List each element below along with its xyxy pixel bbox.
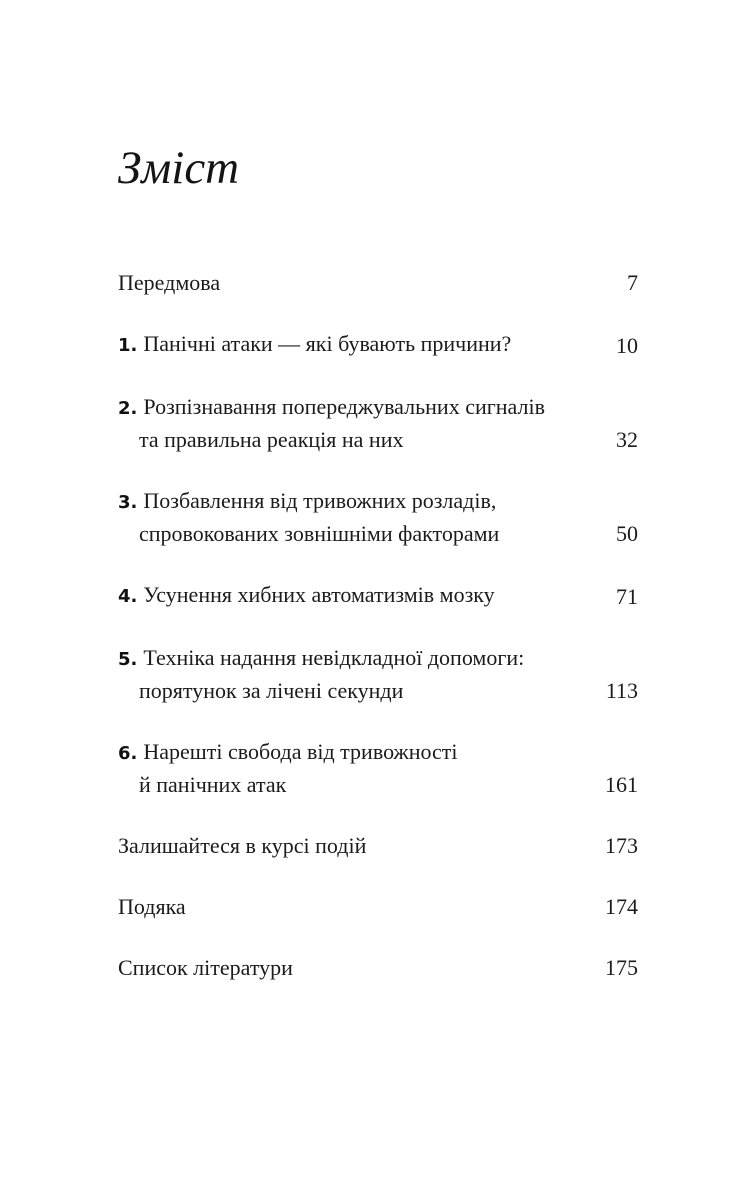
entry-title: Залишайтеся в курсі подій: [118, 833, 367, 858]
chapter-number: 2.: [118, 398, 138, 419]
entry-title-line-1: Розпізнавання попереджувальних сигналів: [143, 394, 545, 419]
entry-title: Усунення хибних автоматизмів мозку: [143, 582, 495, 607]
chapter-number: 3.: [118, 492, 138, 513]
entry-title-line-2: порятунок за лічені секунди: [139, 678, 404, 703]
chapter-number: 1.: [118, 335, 138, 356]
toc-entry-acknowledgements: [118, 891, 638, 922]
toc-entry-chapter-2: [118, 391, 638, 455]
entry-title: Список літератури: [118, 955, 293, 980]
entry-page-number: 175: [605, 955, 638, 980]
entry-page-number: 50: [616, 521, 638, 546]
entry-title-line-2: та правильна реакція на них: [139, 427, 404, 452]
entry-title-line-1: Нарешті свобода від тривожності: [143, 739, 458, 764]
entry-page-number: 174: [605, 894, 638, 919]
toc-entry-stay-informed: [118, 830, 638, 861]
entry-page-number: 173: [605, 833, 638, 858]
entry-title: Подяка: [118, 894, 186, 919]
entry-page-number: 7: [627, 270, 638, 295]
chapter-number: 5.: [118, 649, 138, 670]
chapter-number: 6.: [118, 743, 138, 764]
toc-entry-chapter-4: [118, 579, 638, 612]
entry-title-line-2: й панічних атак: [139, 772, 287, 797]
entry-page-number: 71: [616, 584, 638, 609]
table-of-contents: [118, 267, 638, 983]
entry-page-number: 161: [605, 772, 638, 797]
toc-entry-chapter-3: [118, 485, 638, 549]
toc-entry-chapter-5: [118, 642, 638, 706]
toc-entry-chapter-1: [118, 328, 638, 361]
entry-title: Панічні атаки — які бувають причини?: [143, 331, 512, 356]
entry-title-line-2: спровокованих зовнішніми факторами: [139, 521, 500, 546]
entry-title: Передмова: [118, 270, 221, 295]
toc-entry-chapter-6: [118, 736, 638, 800]
entry-title-line-1: Позбавлення від тривожних розладів,: [143, 488, 497, 513]
toc-entry-bibliography: [118, 952, 638, 983]
page-title: Зміст: [118, 142, 240, 194]
entry-page-number: 32: [616, 427, 638, 452]
toc-entry-preface: [118, 267, 638, 298]
entry-page-number: 10: [616, 333, 638, 358]
entry-title-line-1: Техніка надання невідкладної допомоги:: [143, 645, 525, 670]
chapter-number: 4.: [118, 586, 138, 607]
entry-page-number: 113: [605, 678, 638, 703]
